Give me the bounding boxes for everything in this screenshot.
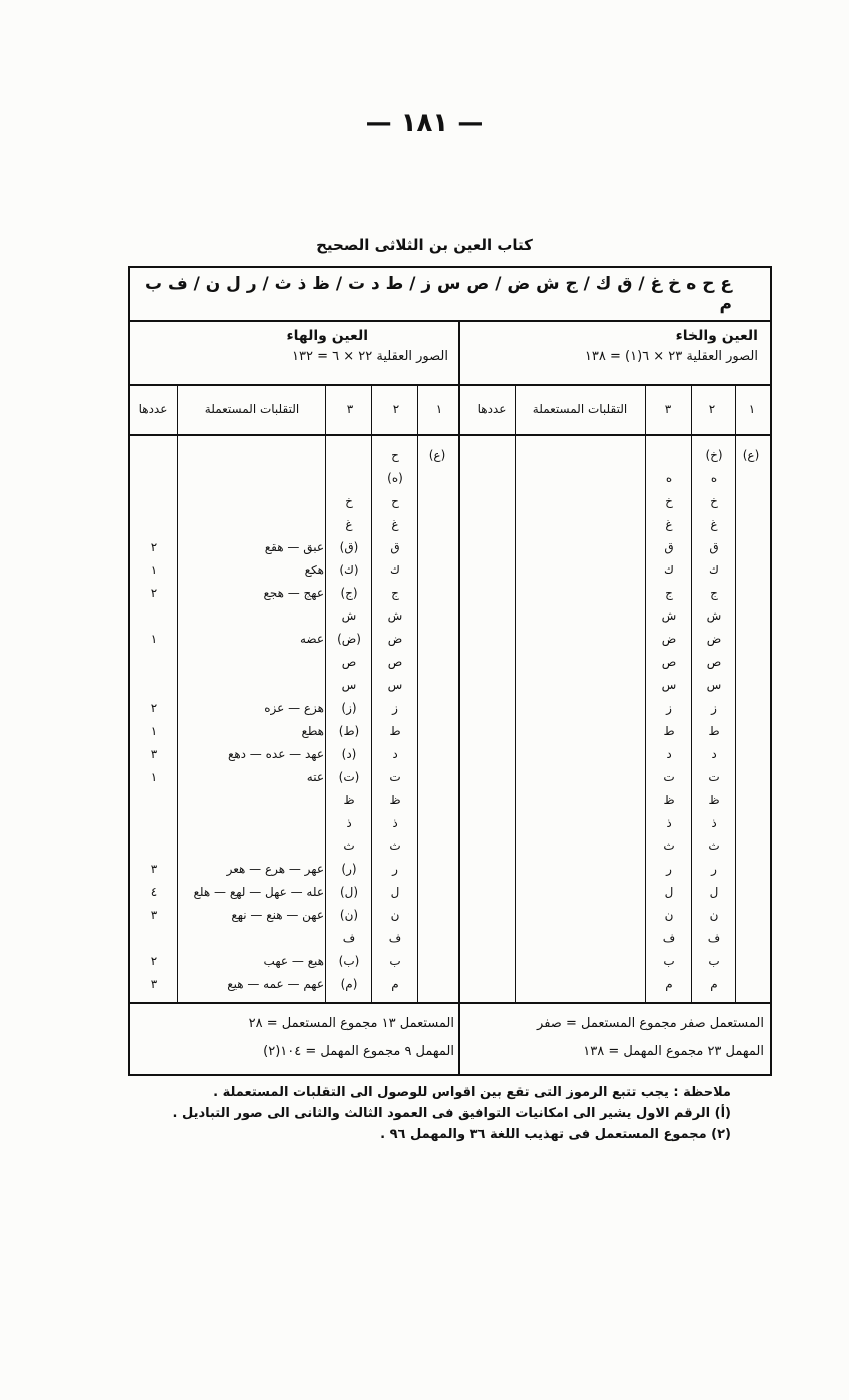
panel-footer [130, 1002, 460, 1078]
third-letter-cell: غ [665, 517, 673, 531]
header-col1: ١ [435, 402, 443, 416]
used-permutations-cell: هكع [304, 563, 324, 577]
second-letter-cell: د [711, 747, 717, 761]
third-letter-cell: ث [663, 839, 675, 853]
first-letter-cell: (ع) [428, 448, 446, 462]
second-letter-cell: ك [390, 563, 400, 577]
third-letter-cell: (ل) [339, 885, 359, 899]
used-permutations-cell: عته [306, 770, 324, 784]
third-letter-cell: س [661, 678, 677, 692]
used-permutations-cell: عهج — هجع [263, 586, 324, 600]
second-letter-cell: ص [387, 655, 403, 669]
panel-header [130, 320, 460, 386]
header-col3: ٣ [346, 402, 354, 416]
first-letter-cell: (ع) [742, 448, 760, 462]
second-letter-cell: ت [708, 770, 720, 784]
second-letter-cell: ط [389, 724, 401, 738]
third-letter-cell: ف [342, 931, 356, 945]
panel-ain-ha [130, 320, 460, 1076]
count-cell: ٣ [150, 747, 158, 761]
header-count: عددها [477, 402, 507, 416]
third-letter-cell: س [341, 678, 357, 692]
second-letter-cell: خ [710, 494, 718, 508]
header-col2: ٢ [392, 402, 400, 416]
second-letter-cell: ن [709, 908, 719, 922]
third-letter-cell: ق [664, 540, 674, 554]
column-headers [130, 386, 460, 436]
third-letter-cell: ت [663, 770, 675, 784]
second-letter-cell: (خ) [705, 448, 723, 462]
third-letter-cell: (ط) [338, 724, 360, 738]
used-permutations-cell: عهد — عده — دهع [227, 747, 324, 761]
third-letter-cell: (ب) [338, 954, 360, 968]
second-letter-cell: ب [389, 954, 401, 968]
panel-header [460, 320, 770, 386]
page-number: — ١٨١ — [365, 108, 484, 138]
count-cell: ٣ [150, 862, 158, 876]
second-letter-cell: ه [710, 471, 718, 485]
used-permutations-cell: عله — عهل — لهع — هلع [193, 885, 324, 899]
second-letter-cell: م [391, 977, 399, 991]
panel-formula: الصور العقلية ٢٣ × ٦(١) = ١٣٨ [584, 349, 758, 364]
second-letter-cell: ق [390, 540, 400, 554]
second-letter-cell: ج [391, 586, 399, 600]
third-letter-cell: ظ [343, 793, 355, 807]
second-letter-cell: ح [391, 494, 399, 508]
footer-used: المستعمل صفر مجموع المستعمل = صفر [537, 1016, 764, 1031]
third-letter-cell: ج [665, 586, 673, 600]
second-letter-cell: ظ [389, 793, 401, 807]
second-letter-cell: س [706, 678, 722, 692]
third-letter-cell: ث [343, 839, 355, 853]
second-letter-cell: ص [706, 655, 722, 669]
note-line: ملاحظة : يجب تتبع الرموز التى تقع بين اقواس للوصول الى التقلبات المستعملة . [213, 1085, 731, 1100]
count-cell: ٤ [150, 885, 158, 899]
footer-used: المستعمل ١٣ مجموع المستعمل = ٢٨ [248, 1016, 454, 1031]
used-permutations-cell: هطع [301, 724, 324, 738]
third-letter-cell: (ك) [339, 563, 359, 577]
panel-title: العين والخاء [675, 328, 758, 344]
count-cell: ٢ [150, 586, 158, 600]
second-letter-cell: ب [708, 954, 720, 968]
third-letter-cell: (ت) [338, 770, 360, 784]
second-letter-cell: ر [392, 862, 398, 876]
second-letter-cell: ش [387, 609, 403, 623]
panel-title: العين والهاء [286, 328, 368, 344]
panel-formula: الصور العقلية ٢٢ × ٦ = ١٣٢ [292, 349, 448, 364]
letters-order-row: ع ح ه خ غ / ق ك / ج ش ض / ص س ز / ط د ت / ظ ذ ث / ر ل ن / ف ب م [130, 268, 770, 322]
third-letter-cell: ف [662, 931, 676, 945]
footer-neglected: المهمل ٩ مجموع المهمل = ١٠٤(٢) [263, 1044, 454, 1059]
third-letter-cell: ب [663, 954, 675, 968]
count-cell: ١ [150, 724, 158, 738]
used-permutations-cell: هزع — عزه [264, 701, 324, 715]
used-permutations-cell: هبع — عهب [263, 954, 324, 968]
third-letter-cell: ظ [663, 793, 675, 807]
count-cell: ١ [150, 632, 158, 646]
second-letter-cell: ض [387, 632, 403, 646]
third-letter-cell: ط [663, 724, 675, 738]
third-letter-cell: ش [661, 609, 677, 623]
third-letter-cell: (ز) [341, 701, 357, 715]
third-letter-cell: ص [661, 655, 677, 669]
second-letter-cell: ق [709, 540, 719, 554]
second-letter-cell: ذ [711, 816, 717, 830]
third-letter-cell: ش [341, 609, 357, 623]
third-letter-cell: (ج) [340, 586, 358, 600]
footer-neglected: المهمل ٢٣ مجموع المهمل = ١٣٨ [583, 1044, 764, 1059]
third-letter-cell: ه [665, 471, 673, 485]
third-letter-cell: خ [345, 494, 353, 508]
used-permutations-cell: عهر — هرع — هعر [226, 862, 324, 876]
second-letter-cell: ح [391, 448, 399, 462]
count-cell: ٢ [150, 540, 158, 554]
count-cell: ٣ [150, 977, 158, 991]
second-letter-cell: ظ [708, 793, 720, 807]
header-col2: ٢ [708, 402, 716, 416]
note-line: (أ) الرقم الاول يشير الى امكانيات التوافيق فى العمود الثالث والثانى الى صور التباديل . [172, 1106, 731, 1121]
third-letter-cell: ص [341, 655, 357, 669]
third-letter-cell: (ق) [339, 540, 359, 554]
third-letter-cell: م [665, 977, 673, 991]
second-letter-cell: ز [392, 701, 398, 715]
second-letter-cell: ض [706, 632, 722, 646]
header-used: التقلبات المستعملة [204, 402, 300, 416]
second-letter-cell: د [392, 747, 398, 761]
panel-ain-kha [458, 320, 770, 1076]
second-letter-cell: ر [711, 862, 717, 876]
second-letter-cell: ن [390, 908, 400, 922]
count-cell: ١ [150, 770, 158, 784]
second-letter-cell: ذ [392, 816, 398, 830]
second-letter-cell: س [387, 678, 403, 692]
second-letter-cell: م [710, 977, 718, 991]
used-permutations-cell: عهن — هنع — نهع [231, 908, 324, 922]
header-col3: ٣ [664, 402, 672, 416]
header-col1: ١ [748, 402, 756, 416]
third-letter-cell: ك [664, 563, 674, 577]
second-letter-cell: ل [709, 885, 719, 899]
column-headers [460, 386, 770, 436]
second-letter-cell: ك [709, 563, 719, 577]
second-letter-cell: ط [708, 724, 720, 738]
third-letter-cell: ض [661, 632, 677, 646]
second-letter-cell: ث [708, 839, 720, 853]
second-letter-cell: ل [390, 885, 400, 899]
second-letter-cell: غ [710, 517, 718, 531]
notes [111, 1082, 731, 1145]
count-cell: ٢ [150, 701, 158, 715]
second-letter-cell: ز [711, 701, 717, 715]
header-used: التقلبات المستعملة [532, 402, 628, 416]
used-permutations-cell: عبق — هقع [264, 540, 324, 554]
third-letter-cell: ر [666, 862, 672, 876]
count-cell: ١ [150, 563, 158, 577]
second-letter-cell: ج [710, 586, 718, 600]
third-letter-cell: ذ [666, 816, 672, 830]
header-count: عددها [138, 402, 168, 416]
third-letter-cell: د [666, 747, 672, 761]
panel-footer [460, 1002, 770, 1078]
third-letter-cell: (ض) [337, 632, 361, 646]
third-letter-cell: ن [664, 908, 674, 922]
letter-table [128, 266, 772, 1076]
note-line: (٢) مجموع المستعمل فى تهذيب اللغة ٣٦ والمهمل ٩٦ . [380, 1127, 731, 1142]
second-letter-cell: ف [388, 931, 402, 945]
second-letter-cell: ت [389, 770, 401, 784]
third-letter-cell: (د) [341, 747, 357, 761]
third-letter-cell: (ن) [339, 908, 359, 922]
count-cell: ٢ [150, 954, 158, 968]
third-letter-cell: ل [664, 885, 674, 899]
third-letter-cell: (م) [340, 977, 358, 991]
third-letter-cell: ز [666, 701, 672, 715]
second-letter-cell: ث [389, 839, 401, 853]
second-letter-cell: ش [706, 609, 722, 623]
third-letter-cell: (ر) [341, 862, 357, 876]
second-letter-cell: غ [391, 517, 399, 531]
third-letter-cell: غ [345, 517, 353, 531]
third-letter-cell: خ [665, 494, 673, 508]
second-letter-cell: (ه) [387, 471, 403, 485]
second-letter-cell: ف [707, 931, 721, 945]
book-title: كتاب العين بن الثلاثى الصحيح [316, 236, 533, 254]
used-permutations-cell: عهم — عمه — هيع [227, 977, 324, 991]
count-cell: ٣ [150, 908, 158, 922]
used-permutations-cell: عضه [300, 632, 324, 646]
third-letter-cell: ذ [346, 816, 352, 830]
